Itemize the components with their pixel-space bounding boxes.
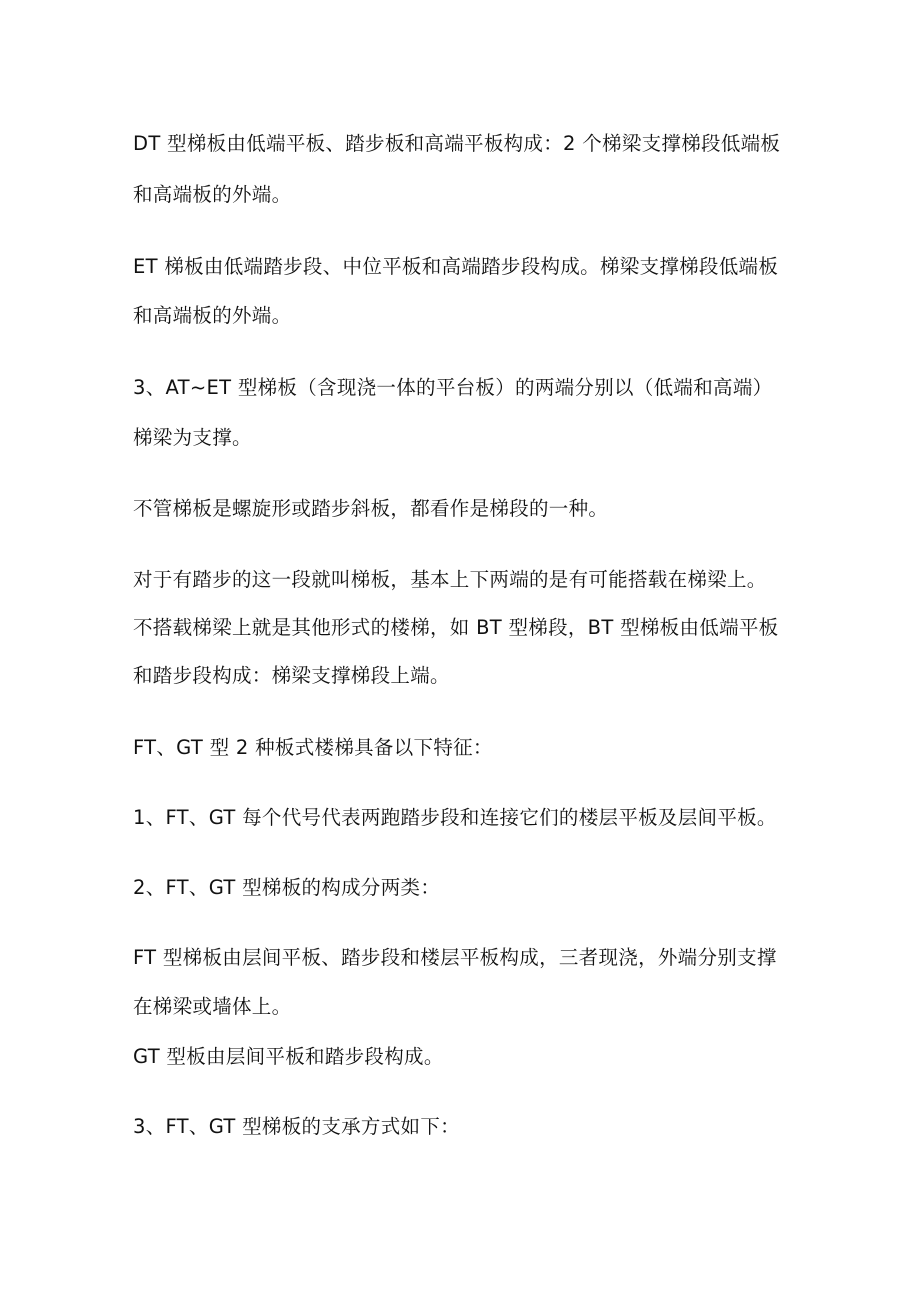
paragraph-at-et-line-2: 梯梁为支撑。 [133,426,252,449]
paragraph-ft-gt-features: FT、GT 型 2 种板式楼梯具备以下特征： [133,736,493,759]
paragraph-dt-line-2: 和高端板的外端。 [133,183,292,206]
paragraph-ft-line-1: FT 型梯板由层间平板、踏步段和楼层平板构成，三者现浇，外端分别支撑 [133,946,777,969]
paragraph-tread-line-2: 不搭载梯梁上就是其他形式的楼梯，如 BT 型梯段，BT 型梯板由低端平板 [133,616,779,639]
paragraph-tread-line-1: 对于有踏步的这一段就叫梯板，基本上下两端的是有可能搭载在梯梁上。 [133,568,767,591]
paragraph-item-3: 3、FT、GT 型梯板的支承方式如下： [133,1115,460,1138]
paragraph-et-line-1: ET 梯板由低端踏步段、中位平板和高端踏步段构成。梯梁支撑梯段低端板 [133,255,779,278]
paragraph-spiral: 不管梯板是螺旋形或踏步斜板，都看作是梯段的一种。 [133,497,609,520]
paragraph-item-1: 1、FT、GT 每个代号代表两跑踏步段和连接它们的楼层平板及层间平板。 [133,806,777,829]
paragraph-item-2: 2、FT、GT 型梯板的构成分两类： [133,876,441,899]
paragraph-et-line-2: 和高端板的外端。 [133,304,292,327]
paragraph-tread-line-3: 和踏步段构成：梯梁支撑梯段上端。 [133,664,450,687]
paragraph-at-et-line-1: 3、AT~ET 型梯板（含现浇一体的平台板）的两端分别以（低端和高端） [133,376,773,399]
paragraph-ft-line-2: 在梯梁或墙体上。 [133,995,292,1018]
paragraph-gt: GT 型板由层间平板和踏步段构成。 [133,1045,444,1068]
paragraph-dt-line-1: DT 型梯板由低端平板、踏步板和高端平板构成：2 个梯梁支撑梯段低端板 [133,132,781,155]
